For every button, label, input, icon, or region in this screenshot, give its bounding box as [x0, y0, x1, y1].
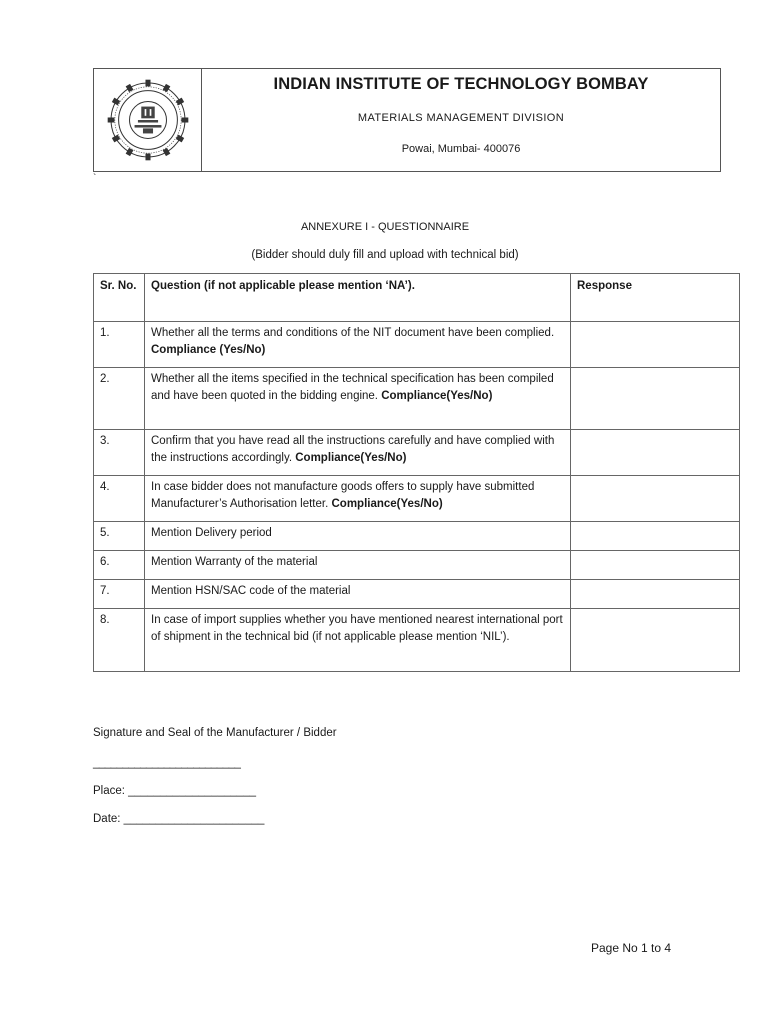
- stray-mark: `: [93, 173, 97, 184]
- question-text: Mention Warranty of the material: [151, 556, 318, 568]
- header-question: Question (if not applicable please mention ‘NA’).: [145, 274, 571, 322]
- row-question: [145, 551, 571, 580]
- compliance-label: Compliance(Yes/No): [331, 497, 443, 510]
- question-text: In case of import supplies whether you have mentioned nearest international port of shipment in the technical bid (if not applicable please mention ‘NIL’).: [151, 614, 563, 643]
- response-cell[interactable]: [571, 476, 740, 522]
- row-sr: 7.: [94, 580, 145, 609]
- response-cell[interactable]: [571, 551, 740, 580]
- table-row: [94, 430, 740, 476]
- question-text: Whether all the terms and conditions of the NIT document have been complied.: [151, 327, 555, 339]
- table-row: [94, 551, 740, 580]
- iit-bombay-logo-icon: [106, 78, 190, 162]
- division-name: MATERIALS MANAGEMENT DIVISION: [357, 112, 565, 124]
- row-sr: 2.: [94, 368, 145, 430]
- signature-label: Signature and Seal of the Manufacturer / Bidder: [93, 727, 337, 739]
- table-row: [94, 580, 740, 609]
- table-header-row: [94, 274, 740, 322]
- annexure-subtitle: (Bidder should duly fill and upload with technical bid): [251, 249, 519, 261]
- question-text: Whether all the items specified in the technical specification has been compiled and have been quoted in the bidding engine.: [151, 373, 554, 402]
- letterhead: [93, 68, 721, 172]
- logo-cell: [94, 69, 202, 171]
- table-row: [94, 368, 740, 430]
- response-cell[interactable]: [571, 368, 740, 430]
- question-text: Mention HSN/SAC code of the material: [151, 585, 351, 597]
- table-row: [94, 476, 740, 522]
- header-sr-no: Sr. No.: [94, 274, 145, 322]
- page-number: Page No 1 to 4: [591, 941, 672, 955]
- compliance-label: Compliance (Yes/No): [151, 343, 266, 356]
- response-cell[interactable]: [571, 522, 740, 551]
- compliance-label: Compliance(Yes/No): [381, 389, 493, 402]
- table-row: [94, 522, 740, 551]
- question-text: In case bidder does not manufacture goods offers to supply have submitted Manufacturer’s Authorisation letter.: [151, 481, 535, 510]
- response-cell[interactable]: [571, 609, 740, 672]
- row-question: [145, 522, 571, 551]
- compliance-label: Compliance(Yes/No): [295, 451, 407, 464]
- institute-address: Powai, Mumbai- 400076: [401, 143, 521, 155]
- institute-name: INDIAN INSTITUTE OF TECHNOLOGY BOMBAY: [273, 75, 649, 93]
- header-response: Response: [571, 274, 740, 322]
- response-cell[interactable]: [571, 322, 740, 368]
- row-sr: 8.: [94, 609, 145, 672]
- row-question: [145, 430, 571, 476]
- row-question: [145, 580, 571, 609]
- row-sr: 4.: [94, 476, 145, 522]
- question-text: Mention Delivery period: [151, 527, 272, 539]
- row-sr: 3.: [94, 430, 145, 476]
- table-row: [94, 609, 740, 672]
- annexure-title: ANNEXURE I - QUESTIONNAIRE: [300, 221, 470, 233]
- row-question: [145, 368, 571, 430]
- row-question: [145, 476, 571, 522]
- row-sr: 5.: [94, 522, 145, 551]
- signature-line[interactable]: _________________________: [93, 757, 241, 769]
- row-question: [145, 322, 571, 368]
- letterhead-text: [202, 69, 720, 171]
- row-sr: 1.: [94, 322, 145, 368]
- place-field[interactable]: Place: ____________________: [93, 785, 257, 797]
- row-question: [145, 609, 571, 672]
- question-text: Confirm that you have read all the instructions carefully and have complied with the instructions accordingly.: [151, 435, 555, 464]
- date-field[interactable]: Date: ______________________: [93, 813, 265, 825]
- response-cell[interactable]: [571, 430, 740, 476]
- questionnaire-table: [93, 273, 740, 672]
- row-sr: 6.: [94, 551, 145, 580]
- response-cell[interactable]: [571, 580, 740, 609]
- table-row: [94, 322, 740, 368]
